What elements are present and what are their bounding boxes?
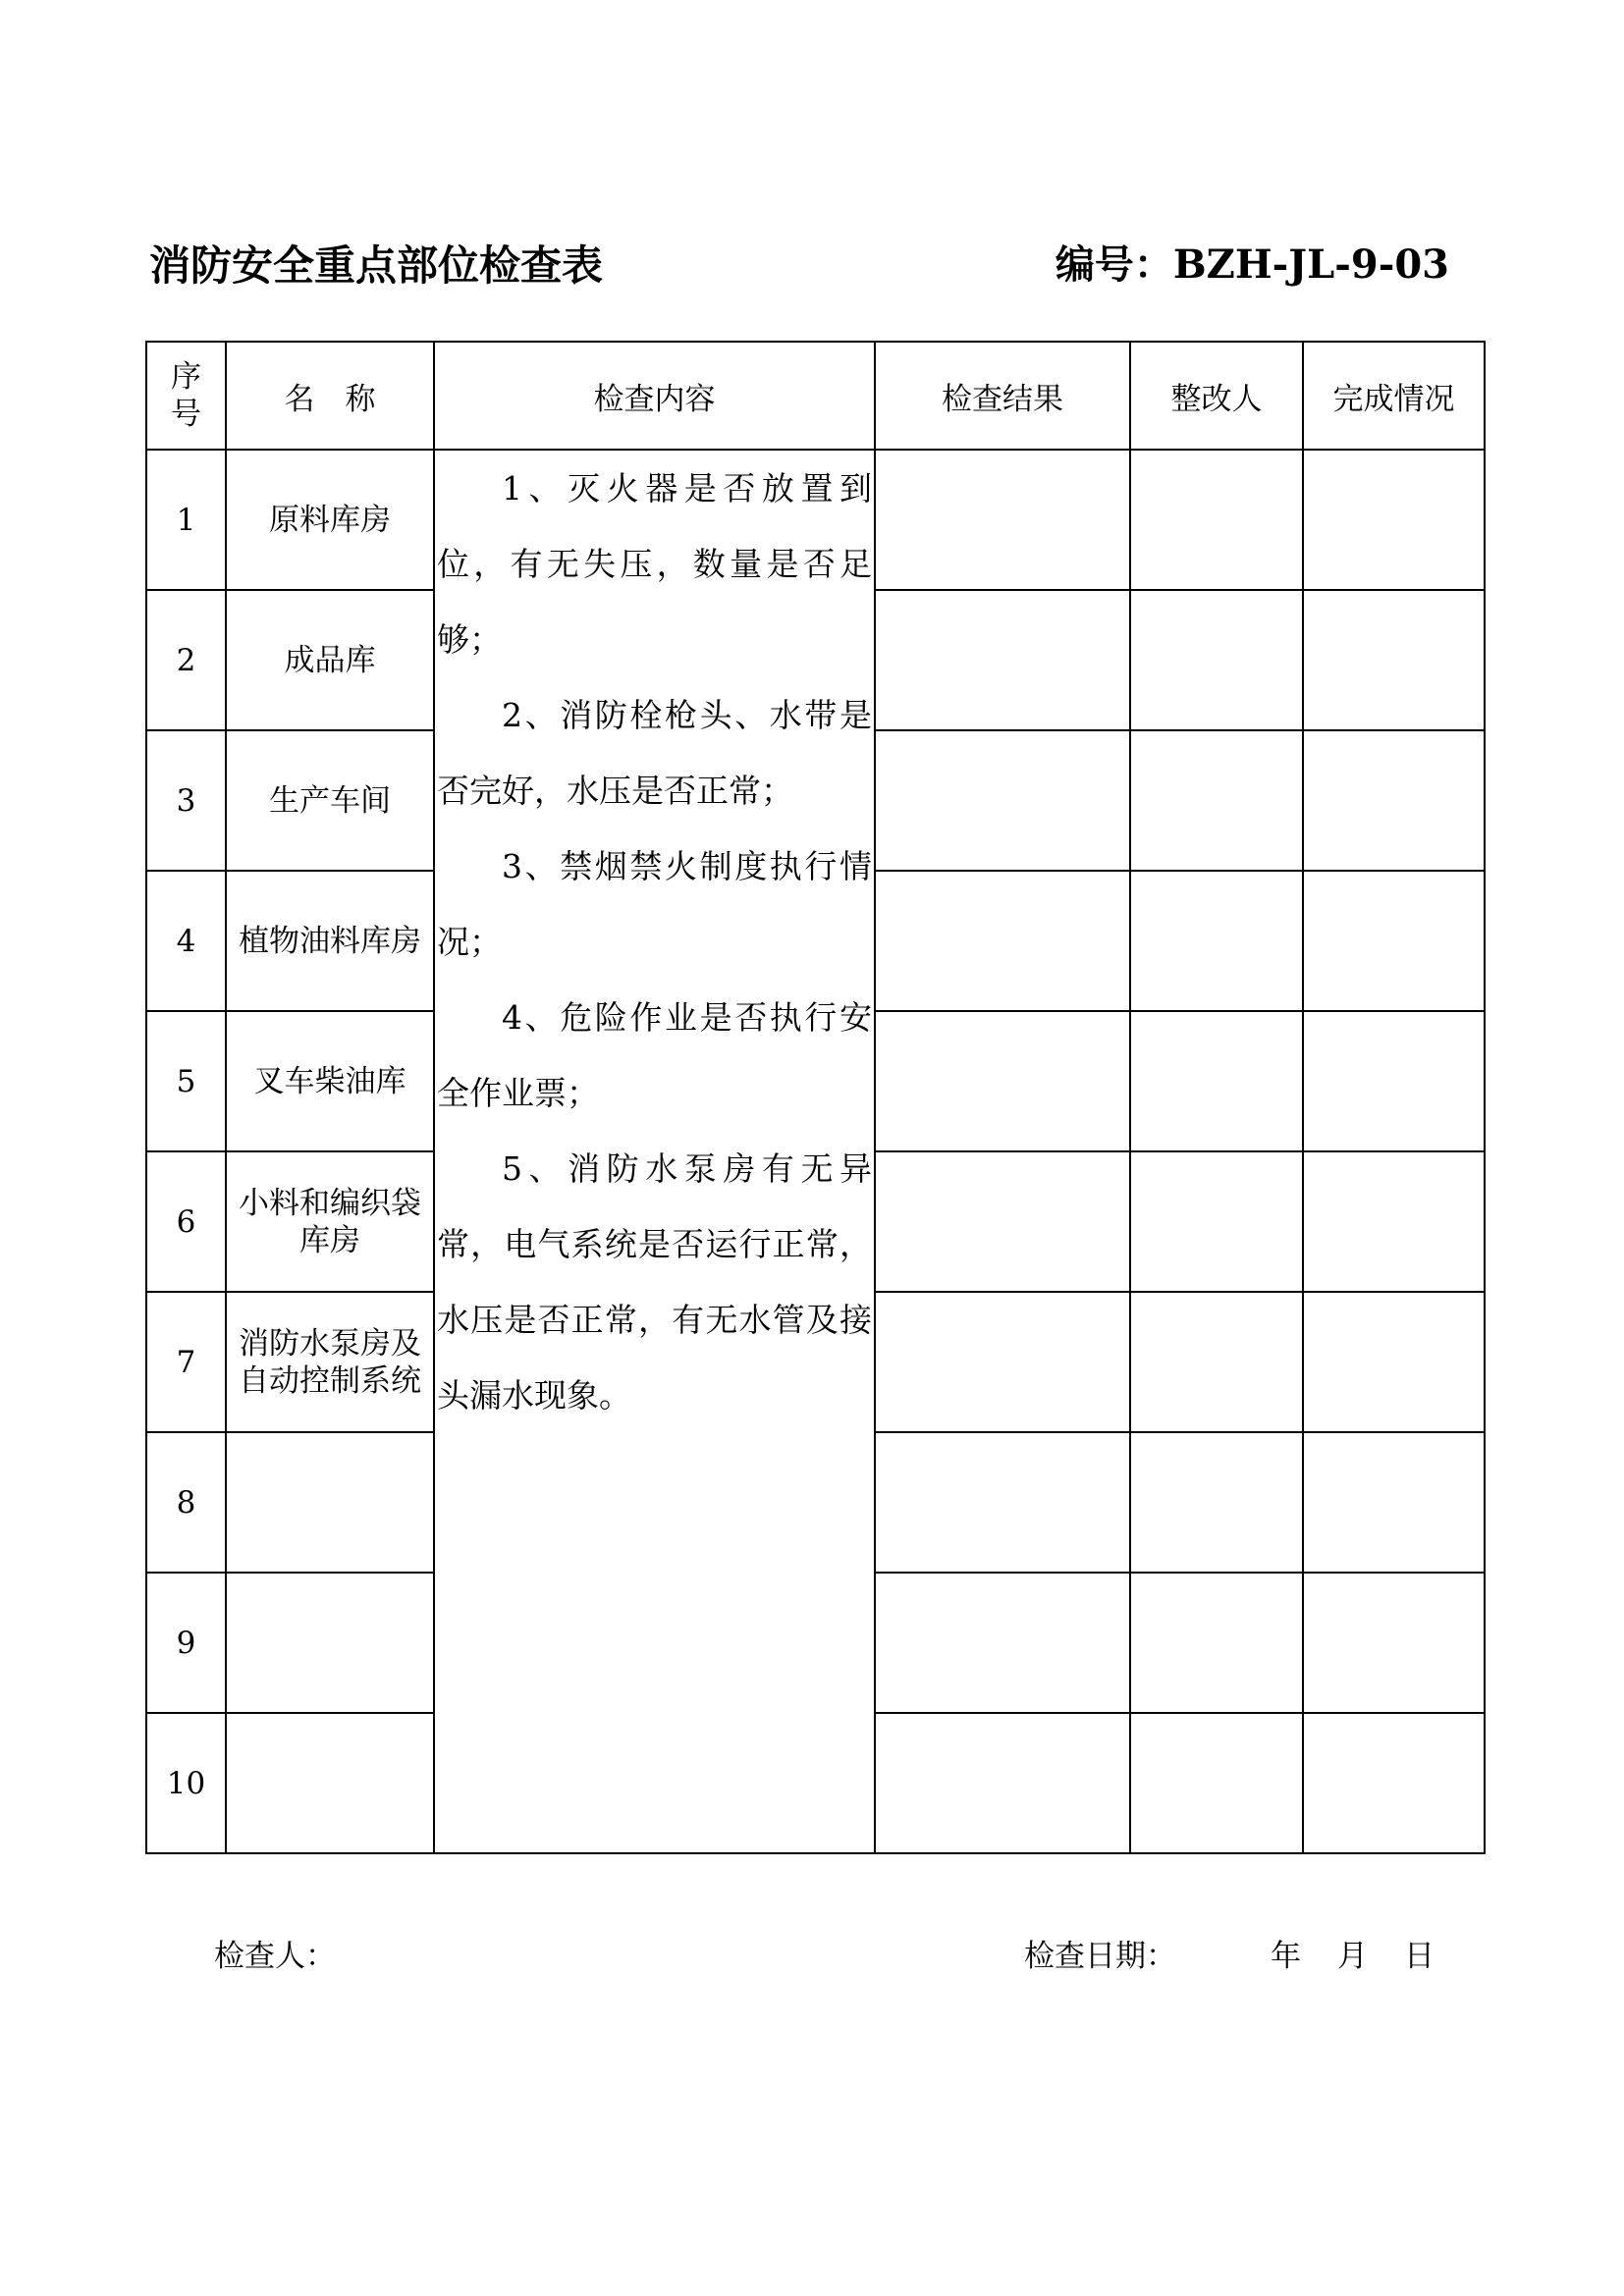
content-line: 5、消防水泵房有无异 xyxy=(502,1149,872,1188)
location-name-line: 叉车柴油库 xyxy=(253,1063,406,1099)
header-rectifier: 整改人 xyxy=(1130,342,1303,450)
result-cell[interactable] xyxy=(875,1292,1130,1432)
table-header-row xyxy=(146,342,1485,450)
row-location-name xyxy=(226,1011,434,1151)
content-line: 1、灭火器是否放置到 xyxy=(502,469,872,507)
row-number: 6 xyxy=(146,1151,226,1292)
date-year: 年 xyxy=(1271,1939,1301,1974)
rectifier-cell[interactable] xyxy=(1130,1011,1303,1151)
page-title: 消防安全重点部位检查表 xyxy=(149,241,604,290)
result-cell[interactable] xyxy=(875,590,1130,730)
document-code: 编号：BZH-JL-9-03 xyxy=(1055,241,1449,288)
location-name-line: 生产车间 xyxy=(269,782,391,819)
content-line: 头漏水现象。 xyxy=(437,1376,631,1415)
completion-cell[interactable] xyxy=(1303,1713,1485,1853)
content-line: 水压是否正常，有无水管及接 xyxy=(437,1301,872,1339)
row-location-name xyxy=(226,730,434,871)
result-cell[interactable] xyxy=(875,1011,1130,1151)
result-cell[interactable] xyxy=(875,1713,1130,1853)
row-location-name xyxy=(226,1713,434,1853)
location-name-line: 库房 xyxy=(299,1222,360,1258)
header-completion: 完成情况 xyxy=(1303,342,1485,450)
result-cell[interactable] xyxy=(875,1573,1130,1713)
content-line: 2、消防栓枪头、水带是 xyxy=(502,696,872,734)
result-cell[interactable] xyxy=(875,450,1130,590)
location-name-line: 成品库 xyxy=(284,642,376,678)
inspector-label: 检查人： xyxy=(214,1939,336,1974)
location-name-line: 小料和编织袋 xyxy=(239,1185,421,1221)
completion-cell[interactable] xyxy=(1303,1573,1485,1713)
result-cell[interactable] xyxy=(875,871,1130,1011)
row-location-name xyxy=(226,1292,434,1432)
row-location-name xyxy=(226,1432,434,1573)
completion-cell[interactable] xyxy=(1303,1011,1485,1151)
location-name-line: 原料库房 xyxy=(269,502,391,538)
row-number: 1 xyxy=(146,450,226,590)
location-name-line: 自动控制系统 xyxy=(239,1362,421,1399)
row-location-name xyxy=(226,871,434,1011)
row-number: 3 xyxy=(146,730,226,871)
location-name-line: 植物油料库房 xyxy=(239,923,421,959)
completion-cell[interactable] xyxy=(1303,1292,1485,1432)
content-line: 况； xyxy=(437,923,502,961)
completion-cell[interactable] xyxy=(1303,1151,1485,1292)
row-number: 2 xyxy=(146,590,226,730)
content-line: 够； xyxy=(437,620,502,659)
header-seq-2: 号 xyxy=(171,397,201,432)
date-month: 月 xyxy=(1337,1939,1368,1974)
content-line: 位，有无失压，数量是否足 xyxy=(437,545,872,583)
result-cell[interactable] xyxy=(875,730,1130,871)
content-line: 否完好，水压是否正常； xyxy=(437,772,793,810)
header-name: 名 称 xyxy=(226,342,434,450)
date-label: 检查日期： xyxy=(1024,1939,1176,1974)
rectifier-cell[interactable] xyxy=(1130,1151,1303,1292)
content-line: 常，电气系统是否运行正常， xyxy=(437,1225,872,1263)
rectifier-cell[interactable] xyxy=(1130,450,1303,590)
rectifier-cell[interactable] xyxy=(1130,871,1303,1011)
row-number: 5 xyxy=(146,1011,226,1151)
row-number: 10 xyxy=(146,1713,226,1853)
row-number: 4 xyxy=(146,871,226,1011)
rectifier-cell[interactable] xyxy=(1130,730,1303,871)
row-number: 9 xyxy=(146,1573,226,1713)
row-location-name xyxy=(226,590,434,730)
row-location-name xyxy=(226,1151,434,1292)
inspection-content xyxy=(434,450,875,1853)
completion-cell[interactable] xyxy=(1303,590,1485,730)
rectifier-cell[interactable] xyxy=(1130,1713,1303,1853)
completion-cell[interactable] xyxy=(1303,730,1485,871)
completion-cell[interactable] xyxy=(1303,450,1485,590)
result-cell[interactable] xyxy=(875,1151,1130,1292)
table-row xyxy=(146,450,1485,590)
header-content: 检查内容 xyxy=(434,342,875,450)
date-day: 日 xyxy=(1404,1939,1435,1974)
content-line: 3、禁烟禁火制度执行情 xyxy=(502,847,872,885)
row-number: 7 xyxy=(146,1292,226,1432)
completion-cell[interactable] xyxy=(1303,871,1485,1011)
rectifier-cell[interactable] xyxy=(1130,590,1303,730)
header-seq-1: 序 xyxy=(171,359,201,395)
completion-cell[interactable] xyxy=(1303,1432,1485,1573)
result-cell[interactable] xyxy=(875,1432,1130,1573)
location-name-line: 消防水泵房及 xyxy=(239,1325,421,1362)
rectifier-cell[interactable] xyxy=(1130,1432,1303,1573)
content-line: 全作业票； xyxy=(437,1074,599,1112)
row-number: 8 xyxy=(146,1432,226,1573)
inspection-table xyxy=(145,341,1486,1854)
row-location-name xyxy=(226,450,434,590)
row-location-name xyxy=(226,1573,434,1713)
content-line: 4、危险作业是否执行安 xyxy=(502,998,872,1037)
header-result: 检查结果 xyxy=(875,342,1130,450)
rectifier-cell[interactable] xyxy=(1130,1573,1303,1713)
header-seq xyxy=(146,342,226,450)
rectifier-cell[interactable] xyxy=(1130,1292,1303,1432)
